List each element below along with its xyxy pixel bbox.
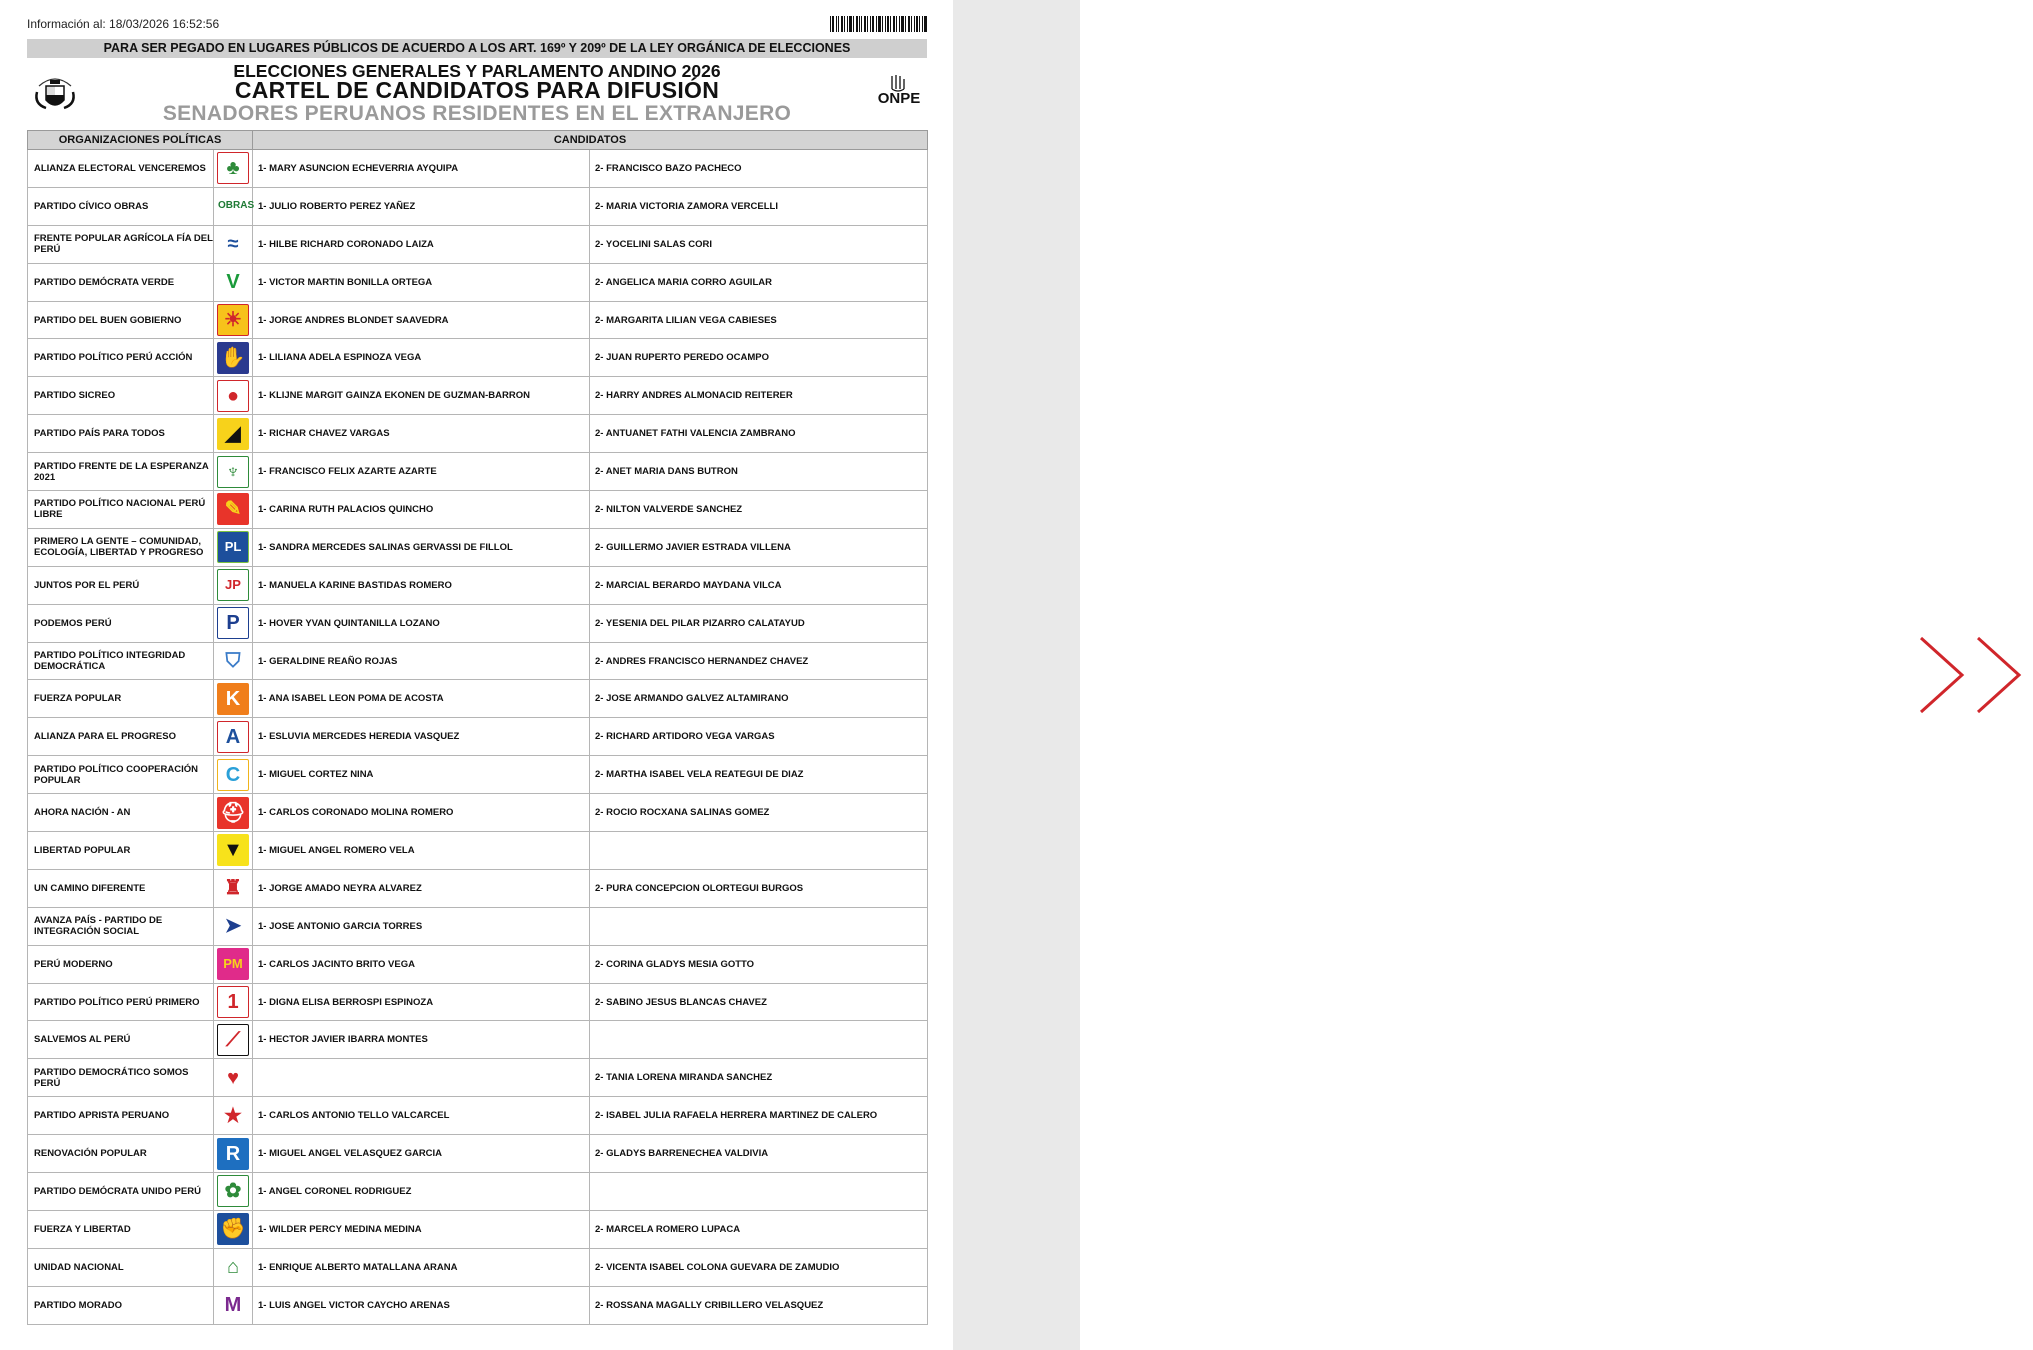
org-logo-cell (214, 869, 253, 907)
party-logo-icon: ✎ (217, 493, 249, 525)
election-title: ELECCIONES GENERALES Y PARLAMENTO ANDINO 2026 (233, 61, 721, 81)
party-logo-icon: R (217, 1138, 249, 1170)
candidate-2 (590, 832, 928, 870)
candidate-2: 2- RICHARD ARTIDORO VEGA VARGAS (590, 718, 928, 756)
party-logo-icon: ★ (217, 1100, 249, 1132)
candidate-1: 1- KLIJNE MARGIT GAINZA EKONEN DE GUZMAN-BARRON (253, 377, 590, 415)
table-row (28, 1248, 928, 1286)
candidate-2: 2- PURA CONCEPCION OLORTEGUI BURGOS (590, 869, 928, 907)
org-logo-cell (214, 604, 253, 642)
candidate-1: 1- VICTOR MARTIN BONILLA ORTEGA (253, 263, 590, 301)
table-row (28, 604, 928, 642)
org-logo-cell (214, 983, 253, 1021)
org-logo-cell (214, 1059, 253, 1097)
candidate-2: 2- JUAN RUPERTO PEREDO OCAMPO (590, 339, 928, 377)
candidate-1: 1- JORGE AMADO NEYRA ALVAREZ (253, 869, 590, 907)
next-page-chevron-icon[interactable] (1918, 632, 2033, 718)
candidate-1: 1- ESLUVIA MERCEDES HEREDIA VASQUEZ (253, 718, 590, 756)
party-logo-icon: ⛑ (217, 797, 249, 829)
org-logo-cell (214, 756, 253, 794)
candidate-2: 2- GUILLERMO JAVIER ESTRADA VILLENA (590, 528, 928, 566)
party-logo-icon: ✿ (217, 1175, 249, 1207)
candidate-1: 1- MIGUEL ANGEL ROMERO VELA (253, 832, 590, 870)
candidate-1: 1- HILBE RICHARD CORONADO LAIZA (253, 225, 590, 263)
org-logo-cell (214, 187, 253, 225)
org-logo-cell (214, 301, 253, 339)
info-timestamp: Información al: 18/03/2026 16:52:56 (27, 17, 220, 31)
org-logo-cell (214, 718, 253, 756)
candidate-2 (590, 1021, 928, 1059)
org-name: PARTIDO POLÍTICO PERÚ ACCIÓN (28, 339, 214, 377)
candidate-1: 1- JORGE ANDRES BLONDET SAAVEDRA (253, 301, 590, 339)
org-name: PRIMERO LA GENTE – COMUNIDAD, ECOLOGÍA, LIBERTAD Y PROGRESO (28, 528, 214, 566)
org-logo-cell (214, 907, 253, 945)
org-logo-cell (214, 415, 253, 453)
candidate-1: 1- CARLOS CORONADO MOLINA ROMERO (253, 794, 590, 832)
org-logo-cell (214, 491, 253, 529)
party-logo-icon: ✊ (217, 1213, 249, 1245)
org-name: PARTIDO POLÍTICO INTEGRIDAD DEMOCRÁTICA (28, 642, 214, 680)
table-row (28, 642, 928, 680)
org-logo-cell (214, 1173, 253, 1211)
table-row (28, 1059, 928, 1097)
party-logo-icon: ✋ (217, 342, 249, 374)
candidate-1: 1- ANA ISABEL LEON POMA DE ACOSTA (253, 680, 590, 718)
poster-title: CARTEL DE CANDIDATOS PARA DIFUSIÓN (234, 77, 720, 103)
candidate-1: 1- DIGNA ELISA BERROSPI ESPINOZA (253, 983, 590, 1021)
party-logo-icon: ♜ (217, 872, 249, 904)
col-header-orgs: ORGANIZACIONES POLÍTICAS (28, 131, 253, 150)
party-logo-icon: V (217, 266, 249, 298)
table-row (28, 832, 928, 870)
table-row (28, 301, 928, 339)
org-name: ALIANZA PARA EL PROGRESO (28, 718, 214, 756)
table-row (28, 1210, 928, 1248)
org-name: FUERZA Y LIBERTAD (28, 1210, 214, 1248)
org-logo-cell (214, 566, 253, 604)
party-logo-icon: JP (217, 569, 249, 601)
org-name: PARTIDO SICREO (28, 377, 214, 415)
party-logo-icon: ♣ (217, 152, 249, 184)
candidate-2 (590, 1173, 928, 1211)
candidate-1: 1- FRANCISCO FELIX AZARTE AZARTE (253, 453, 590, 491)
party-logo-icon: A (217, 721, 249, 753)
party-logo-icon: P (217, 607, 249, 639)
org-name: PARTIDO DEMÓCRATA UNIDO PERÚ (28, 1173, 214, 1211)
candidate-2: 2- ANDRES FRANCISCO HERNANDEZ CHAVEZ (590, 642, 928, 680)
org-logo-cell (214, 1097, 253, 1135)
candidate-1: 1- HOVER YVAN QUINTANILLA LOZANO (253, 604, 590, 642)
candidate-2 (590, 907, 928, 945)
table-row (28, 983, 928, 1021)
party-logo-icon: ♥ (217, 1062, 249, 1094)
candidate-2: 2- ANGELICA MARIA CORRO AGUILAR (590, 263, 928, 301)
table-row (28, 907, 928, 945)
org-logo-cell (214, 1286, 253, 1324)
org-name: AVANZA PAÍS - PARTIDO DE INTEGRACIÓN SOCIAL (28, 907, 214, 945)
table-row (28, 453, 928, 491)
party-logo-icon: ● (217, 380, 249, 412)
org-logo-cell (214, 263, 253, 301)
party-logo-icon: ⌂ (217, 1251, 249, 1283)
table-row (28, 377, 928, 415)
org-name: PODEMOS PERÚ (28, 604, 214, 642)
table-row (28, 150, 928, 188)
party-logo-icon: ≈ (217, 228, 249, 260)
table-row (28, 491, 928, 529)
org-logo-cell (214, 642, 253, 680)
candidates-table (27, 130, 928, 1325)
table-row (28, 1097, 928, 1135)
party-logo-icon: ➤ (217, 910, 249, 942)
org-name: SALVEMOS AL PERÚ (28, 1021, 214, 1059)
candidate-1: 1- GERALDINE REAÑO ROJAS (253, 642, 590, 680)
party-logo-icon: C (217, 759, 249, 791)
table-row (28, 794, 928, 832)
org-logo-cell (214, 945, 253, 983)
org-logo-cell (214, 680, 253, 718)
table-row (28, 566, 928, 604)
org-name: LIBERTAD POPULAR (28, 832, 214, 870)
table-row (28, 415, 928, 453)
candidate-2: 2- YOCELINI SALAS CORI (590, 225, 928, 263)
table-row (28, 1021, 928, 1059)
candidate-2: 2- MARTHA ISABEL VELA REATEGUI DE DIAZ (590, 756, 928, 794)
candidate-2: 2- TANIA LORENA MIRANDA SANCHEZ (590, 1059, 928, 1097)
org-logo-cell (214, 832, 253, 870)
org-name: PERÚ MODERNO (28, 945, 214, 983)
candidate-1: 1- CARLOS ANTONIO TELLO VALCARCEL (253, 1097, 590, 1135)
table-row (28, 263, 928, 301)
party-logo-icon: 1 (217, 986, 249, 1018)
candidate-2: 2- ISABEL JULIA RAFAELA HERRERA MARTINEZ DE CALERO (590, 1097, 928, 1135)
org-name: PARTIDO FRENTE DE LA ESPERANZA 2021 (28, 453, 214, 491)
candidate-2: 2- VICENTA ISABEL COLONA GUEVARA DE ZAMUDIO (590, 1248, 928, 1286)
org-name: PARTIDO MORADO (28, 1286, 214, 1324)
onpe-wordmark: ONPE (877, 90, 921, 107)
candidate-1: 1- ENRIQUE ALBERTO MATALLANA ARANA (253, 1248, 590, 1286)
org-logo-cell (214, 1021, 253, 1059)
org-logo-cell (214, 1210, 253, 1248)
party-logo-icon: ▼ (217, 834, 249, 866)
org-name: PARTIDO CÍVICO OBRAS (28, 187, 214, 225)
org-logo-cell (214, 225, 253, 263)
party-logo-icon: PM (217, 948, 249, 980)
table-row (28, 1135, 928, 1173)
org-name: RENOVACIÓN POPULAR (28, 1135, 214, 1173)
table-row (28, 1286, 928, 1324)
candidate-1: 1- CARLOS JACINTO BRITO VEGA (253, 945, 590, 983)
candidate-2: 2- ROSSANA MAGALLY CRIBILLERO VELASQUEZ (590, 1286, 928, 1324)
side-panel (953, 0, 1080, 1350)
org-name: ALIANZA ELECTORAL VENCEREMOS (28, 150, 214, 188)
col-header-candidates: CANDIDATOS (253, 131, 928, 150)
barcode-icon (830, 16, 927, 32)
table-header (28, 131, 928, 150)
candidate-2: 2- MARGARITA LILIAN VEGA CABIESES (590, 301, 928, 339)
onpe-logo (870, 74, 928, 110)
party-logo-icon: M (217, 1289, 249, 1321)
candidate-1: 1- MIGUEL ANGEL VELASQUEZ GARCIA (253, 1135, 590, 1173)
org-name: JUNTOS POR EL PERÚ (28, 566, 214, 604)
org-name: PARTIDO APRISTA PERUANO (28, 1097, 214, 1135)
org-name: PARTIDO POLÍTICO PERÚ PRIMERO (28, 983, 214, 1021)
candidate-2: 2- ANET MARIA DANS BUTRON (590, 453, 928, 491)
table-row (28, 225, 928, 263)
candidate-1: 1- RICHAR CHAVEZ VARGAS (253, 415, 590, 453)
candidate-1: 1- HECTOR JAVIER IBARRA MONTES (253, 1021, 590, 1059)
table-row (28, 187, 928, 225)
table-row (28, 528, 928, 566)
table-row (28, 869, 928, 907)
org-name: PARTIDO POLÍTICO COOPERACIÓN POPULAR (28, 756, 214, 794)
org-name: UN CAMINO DIFERENTE (28, 869, 214, 907)
table-row (28, 756, 928, 794)
candidate-2: 2- CORINA GLADYS MESIA GOTTO (590, 945, 928, 983)
org-logo-cell (214, 150, 253, 188)
candidate-1: 1- JOSE ANTONIO GARCIA TORRES (253, 907, 590, 945)
org-name: PARTIDO DEMÓCRATA VERDE (28, 263, 214, 301)
candidate-2: 2- HARRY ANDRES ALMONACID REITERER (590, 377, 928, 415)
org-name: FUERZA POPULAR (28, 680, 214, 718)
candidate-1: 1- JULIO ROBERTO PEREZ YAÑEZ (253, 187, 590, 225)
party-logo-icon: PL (217, 531, 249, 563)
party-logo-icon: ⟋ (217, 1024, 249, 1056)
org-name: UNIDAD NACIONAL (28, 1248, 214, 1286)
party-logo-icon: ♆ (217, 456, 249, 488)
candidate-2: 2- MARCELA ROMERO LUPACA (590, 1210, 928, 1248)
party-logo-icon: ☀ (217, 304, 249, 336)
org-logo-cell (214, 1248, 253, 1286)
candidate-1: 1- CARINA RUTH PALACIOS QUINCHO (253, 491, 590, 529)
poster-subtitle: SENADORES PERUANOS RESIDENTES EN EL EXTRANJERO (162, 102, 792, 125)
org-logo-cell (214, 453, 253, 491)
org-name: PARTIDO DEMOCRÁTICO SOMOS PERÚ (28, 1059, 214, 1097)
org-logo-cell (214, 339, 253, 377)
org-name: AHORA NACIÓN - AN (28, 794, 214, 832)
candidate-1: 1- LILIANA ADELA ESPINOZA VEGA (253, 339, 590, 377)
org-name: PARTIDO PAÍS PARA TODOS (28, 415, 214, 453)
party-logo-icon: ◢ (217, 418, 249, 450)
candidate-1: 1- WILDER PERCY MEDINA MEDINA (253, 1210, 590, 1248)
legal-banner: PARA SER PEGADO EN LUGARES PÚBLICOS DE ACUERDO A LOS ART. 169º Y 209º DE LA LEY ORGÁNICA DE ELECCIONES (27, 39, 927, 58)
party-logo-icon: ⛉ (217, 645, 249, 677)
org-logo-cell (214, 794, 253, 832)
candidate-1: 1- MANUELA KARINE BASTIDAS ROMERO (253, 566, 590, 604)
candidate-1: 1- MARY ASUNCION ECHEVERRIA AYQUIPA (253, 150, 590, 188)
org-name: PARTIDO DEL BUEN GOBIERNO (28, 301, 214, 339)
candidate-2: 2- MARCIAL BERARDO MAYDANA VILCA (590, 566, 928, 604)
candidate-1: 1- MIGUEL CORTEZ NINA (253, 756, 590, 794)
table-row (28, 945, 928, 983)
candidate-2: 2- SABINO JESUS BLANCAS CHAVEZ (590, 983, 928, 1021)
candidate-2: 2- YESENIA DEL PILAR PIZARRO CALATAYUD (590, 604, 928, 642)
table-row (28, 718, 928, 756)
org-logo-cell (214, 528, 253, 566)
org-logo-cell (214, 1135, 253, 1173)
candidate-2: 2- ROCIO ROCXANA SALINAS GOMEZ (590, 794, 928, 832)
party-logo-icon: OBRAS (217, 190, 249, 222)
table-row (28, 339, 928, 377)
candidate-2: 2- ANTUANET FATHI VALENCIA ZAMBRANO (590, 415, 928, 453)
candidate-2: 2- NILTON VALVERDE SANCHEZ (590, 491, 928, 529)
candidate-1 (253, 1059, 590, 1097)
candidate-1: 1- ANGEL CORONEL RODRIGUEZ (253, 1173, 590, 1211)
party-logo-icon: K (217, 683, 249, 715)
candidate-2: 2- JOSE ARMANDO GALVEZ ALTAMIRANO (590, 680, 928, 718)
candidate-2: 2- GLADYS BARRENECHEA VALDIVIA (590, 1135, 928, 1173)
table-row (28, 680, 928, 718)
candidate-1: 1- LUIS ANGEL VICTOR CAYCHO ARENAS (253, 1286, 590, 1324)
org-name: PARTIDO POLÍTICO NACIONAL PERÚ LIBRE (28, 491, 214, 529)
table-row (28, 1173, 928, 1211)
org-name: FRENTE POPULAR AGRÍCOLA FÍA DEL PERÚ (28, 225, 214, 263)
org-logo-cell (214, 377, 253, 415)
candidate-1: 1- SANDRA MERCEDES SALINAS GERVASSI DE FILLOL (253, 528, 590, 566)
candidate-2: 2- FRANCISCO BAZO PACHECO (590, 150, 928, 188)
candidate-2: 2- MARIA VICTORIA ZAMORA VERCELLI (590, 187, 928, 225)
